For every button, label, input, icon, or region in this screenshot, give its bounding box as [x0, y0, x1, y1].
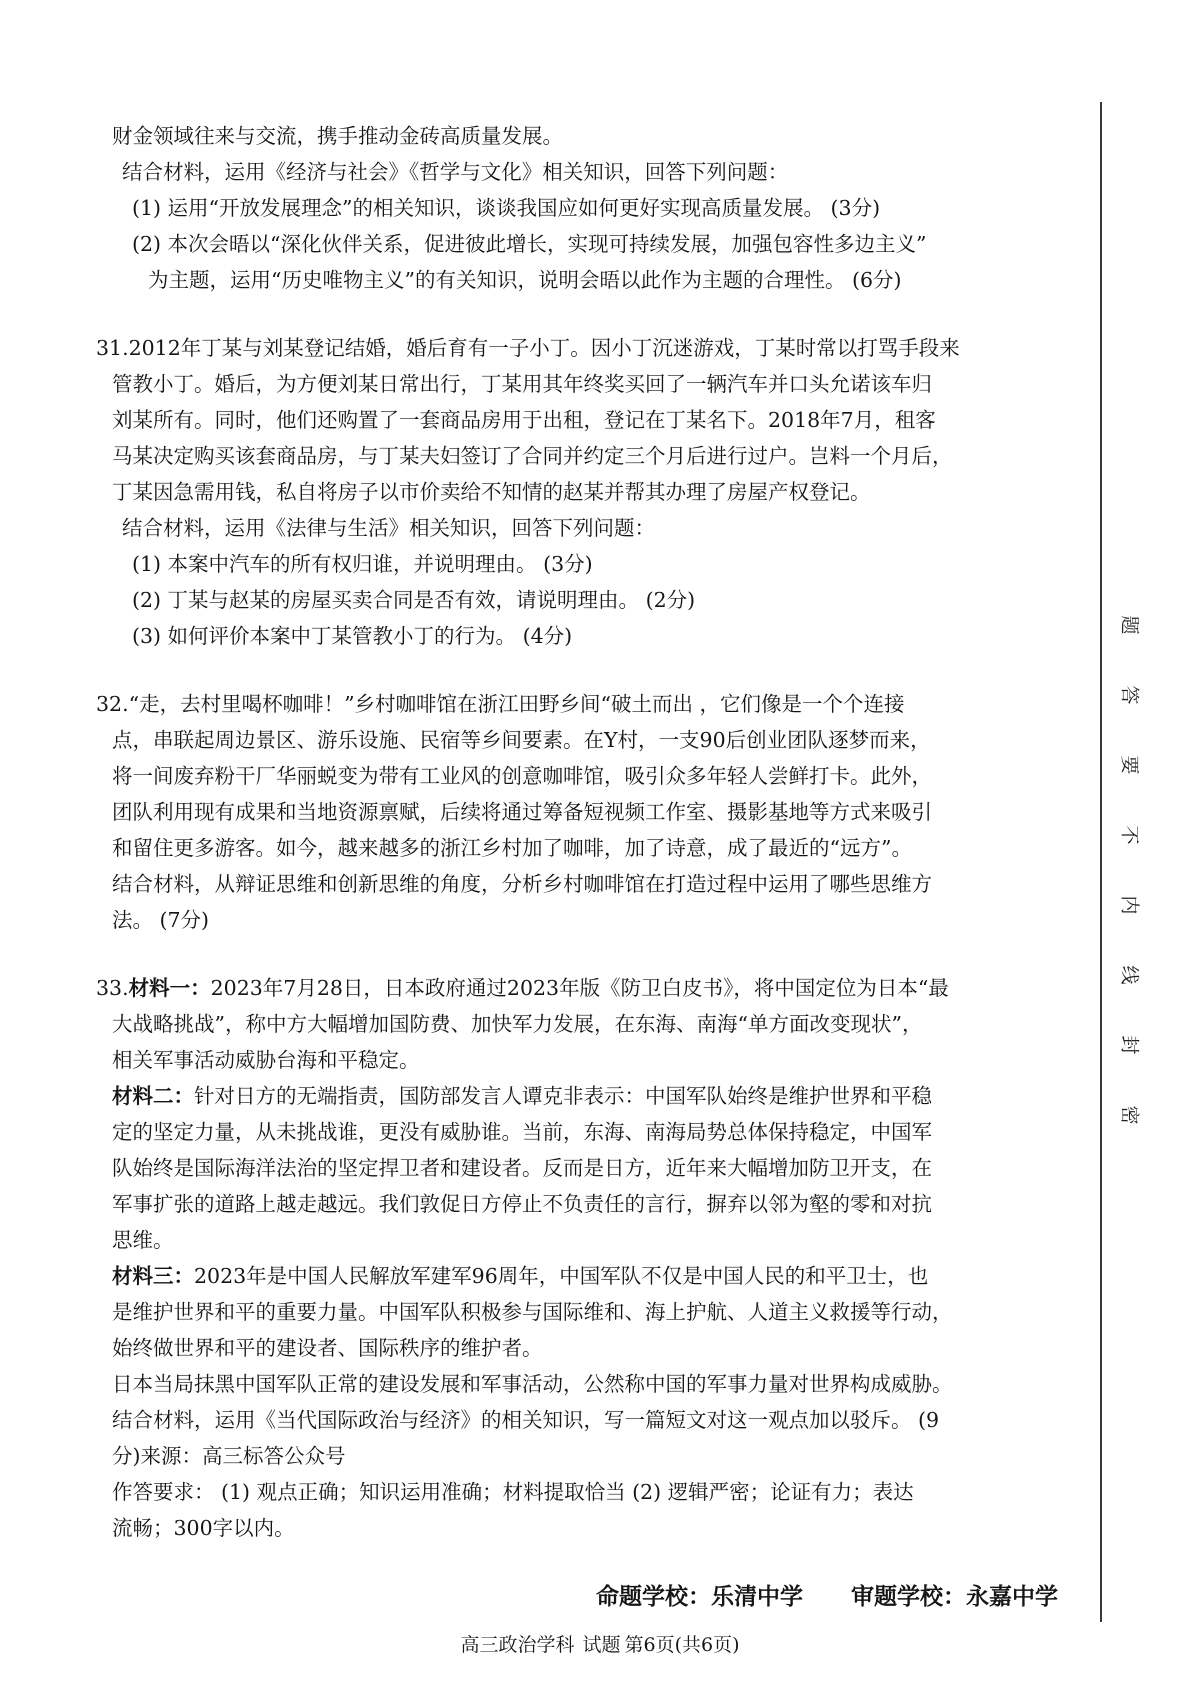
binding-char: 答 — [1118, 685, 1141, 705]
q32-instruction: 结合材料，从辩证思维和创新思维的角度，分析乡村咖啡馆在打造过程中运用了哪些思维方 — [112, 872, 932, 896]
q33-material-2-2: 定的坚定力量，从未挑战谁，更没有威胁谁。当前，东海、南海局势总体保持稳定，中国军 — [112, 1120, 932, 1144]
material-3-text: 2023年是中国人民解放军建军96周年，中国军队不仅是中国人民的和平卫士，也 — [194, 1264, 929, 1288]
q32-text: 32.“走，去村里喝杯咖啡！”乡村咖啡馆在浙江田野乡间“破土而出 ，它们像是一个个连接 — [96, 692, 905, 716]
binding-margin-notice — [1110, 590, 1150, 1150]
q33-requirements-cont: 流畅；300字以内。 — [112, 1516, 295, 1540]
binding-char: 不 — [1118, 825, 1141, 845]
q31-text-2: 管教小丁。婚后，为方便刘某日常出行，丁某用其年终奖买回了一辆汽车并口头允诺该车归 — [112, 372, 932, 396]
q33-material-2-3: 队始终是国际海洋法治的坚定捍卫者和建设者。反而是日方，近年来大幅增加防卫开支，在 — [112, 1156, 932, 1180]
material-1-label: 材料一： — [128, 976, 211, 1000]
q33-material-3 — [112, 1258, 1042, 1294]
q33-number: 33. — [96, 976, 129, 1000]
q30-instruction: 结合材料，运用《经济与社会》《哲学与文化》相关知识，回答下列问题： — [122, 160, 789, 184]
exam-credits — [596, 1578, 1076, 1611]
binding-char: 封 — [1118, 1035, 1141, 1055]
q31-text: 31.2012年丁某与刘某登记结婚，婚后育有一子小丁。因小丁沉迷游戏，丁某时常以打骂手段来 — [96, 336, 960, 360]
q31-text-4: 马某决定购买该套商品房，与丁某夫妇签订了合同并约定三个月后进行过户。岂料一个月后， — [112, 444, 953, 468]
question-content — [96, 118, 1042, 1546]
q31-subquestion-1: (1) 本案中汽车的所有权归谁，并说明理由。 (3分) — [132, 552, 593, 576]
footer-subject: 高三政治学科 — [460, 1634, 575, 1656]
spacer — [112, 654, 1042, 686]
binding-char: 密 — [1118, 1105, 1141, 1125]
q31-subquestion-2: (2) 丁某与赵某的房屋买卖合同是否有效，请说明理由。 (2分) — [132, 588, 696, 612]
page-footer — [0, 1630, 1200, 1657]
footer-page: 第6页 — [624, 1634, 675, 1656]
material-1-text: 2023年7月28日，日本政府通过2023年版《防卫白皮书》，将中国定位为日本“最 — [210, 976, 949, 1000]
q31-text-3: 刘某所有。同时，他们还购置了一套商品房用于出租，登记在丁某名下。2018年7月，租客 — [112, 408, 936, 432]
binding-char: 线 — [1118, 965, 1141, 985]
q33-material-1-3: 相关军事活动威胁台海和平稳定。 — [112, 1048, 420, 1072]
spacer — [112, 298, 1042, 330]
q32-text-2: 点，串联起周边景区、游乐设施、民宿等乡间要素。在Y村，一支90后创业团队逐梦而来， — [112, 728, 931, 752]
footer-total: (共6页) — [674, 1634, 740, 1656]
material-2-label: 材料二： — [112, 1084, 194, 1108]
q33-material-2-4: 军事扩张的道路上越走越远。我们敦促日方停止不负责任的言行，摒弃以邻为壑的零和对抗 — [112, 1192, 932, 1216]
spacer — [112, 938, 1042, 970]
binding-char: 要 — [1118, 755, 1141, 775]
footer-label: 试题 — [582, 1634, 621, 1656]
q32-text-3: 将一间废弃粉干厂华丽蜕变为带有工业风的创意咖啡馆，吸引众多年轻人尝鲜打卡。此外， — [112, 764, 932, 788]
q33-requirements: 作答要求： (1) 观点正确；知识运用准确；材料提取恰当 (2) 逻辑严密；论证有力；表达 — [112, 1480, 914, 1504]
q32-text-4: 团队利用现有成果和当地资源禀赋，后续将通过筹备短视频工作室、摄影基地等方式来吸引 — [112, 800, 932, 824]
q33-instruction-cont: 分)来源：高三标答公众号 — [112, 1444, 346, 1468]
q33-material-1-2: 大战略挑战”，称中方大幅增加国防费、加快军力发展，在东海、南海“单方面改变现状”， — [112, 1012, 923, 1036]
q33-material-3-3: 始终做世界和平的建设者、国际秩序的维护者。 — [112, 1336, 543, 1360]
q33-statement: 日本当局抹黑中国军队正常的建设发展和军事活动，公然称中国的军事力量对世界构成威胁。 — [112, 1372, 953, 1396]
reviewer-school: 审题学校：永嘉中学 — [851, 1584, 1058, 1610]
q33-material-3-2: 是维护世界和平的重要力量。中国军队积极参与国际维和、海上护航、人道主义救援等行动， — [112, 1300, 953, 1324]
q32-instruction-cont: 法。 (7分) — [112, 908, 210, 932]
material-2-text: 针对日方的无端指责，国防部发言人谭克非表示：中国军队始终是维护世界和平稳 — [194, 1084, 932, 1108]
q30-material-end: 财金领域往来与交流，携手推动金砖高质量发展。 — [112, 124, 563, 148]
material-3-label: 材料三： — [112, 1264, 194, 1288]
binding-char: 题 — [1118, 615, 1141, 635]
q33-material-2 — [112, 1078, 1042, 1114]
q33-material-1 — [96, 970, 1042, 1006]
q30-subquestion-2: (2) 本次会晤以“深化伙伴关系，促进彼此增长，实现可持续发展，加强包容性多边主义” — [132, 232, 927, 256]
q30-subquestion-2-cont: 为主题，运用“历史唯物主义”的有关知识，说明会晤以此作为主题的合理性。 (6分) — [148, 268, 902, 292]
proposer-school: 命题学校：乐清中学 — [596, 1584, 803, 1610]
q31-instruction: 结合材料，运用《法律与生活》相关知识，回答下列问题： — [122, 516, 655, 540]
binding-char: 内 — [1118, 895, 1141, 915]
q31-text-5: 丁某因急需用钱，私自将房子以市价卖给不知情的赵某并帮其办理了房屋产权登记。 — [112, 480, 871, 504]
q33-instruction: 结合材料，运用《当代国际政治与经济》的相关知识，写一篇短文对这一观点加以驳斥。 (9 — [112, 1408, 940, 1432]
binding-line — [1100, 102, 1102, 1622]
q30-subquestion-1: (1) 运用“开放发展理念”的相关知识，谈谈我国应如何更好实现高质量发展。 (3分) — [132, 196, 881, 220]
q32-text-5: 和留住更多游客。如今，越来越多的浙江乡村加了咖啡，加了诗意，成了最近的“远方”。 — [112, 836, 912, 860]
q31-subquestion-3: (3) 如何评价本案中丁某管教小丁的行为。 (4分) — [132, 624, 573, 648]
q33-material-2-5: 思维。 — [112, 1228, 174, 1252]
